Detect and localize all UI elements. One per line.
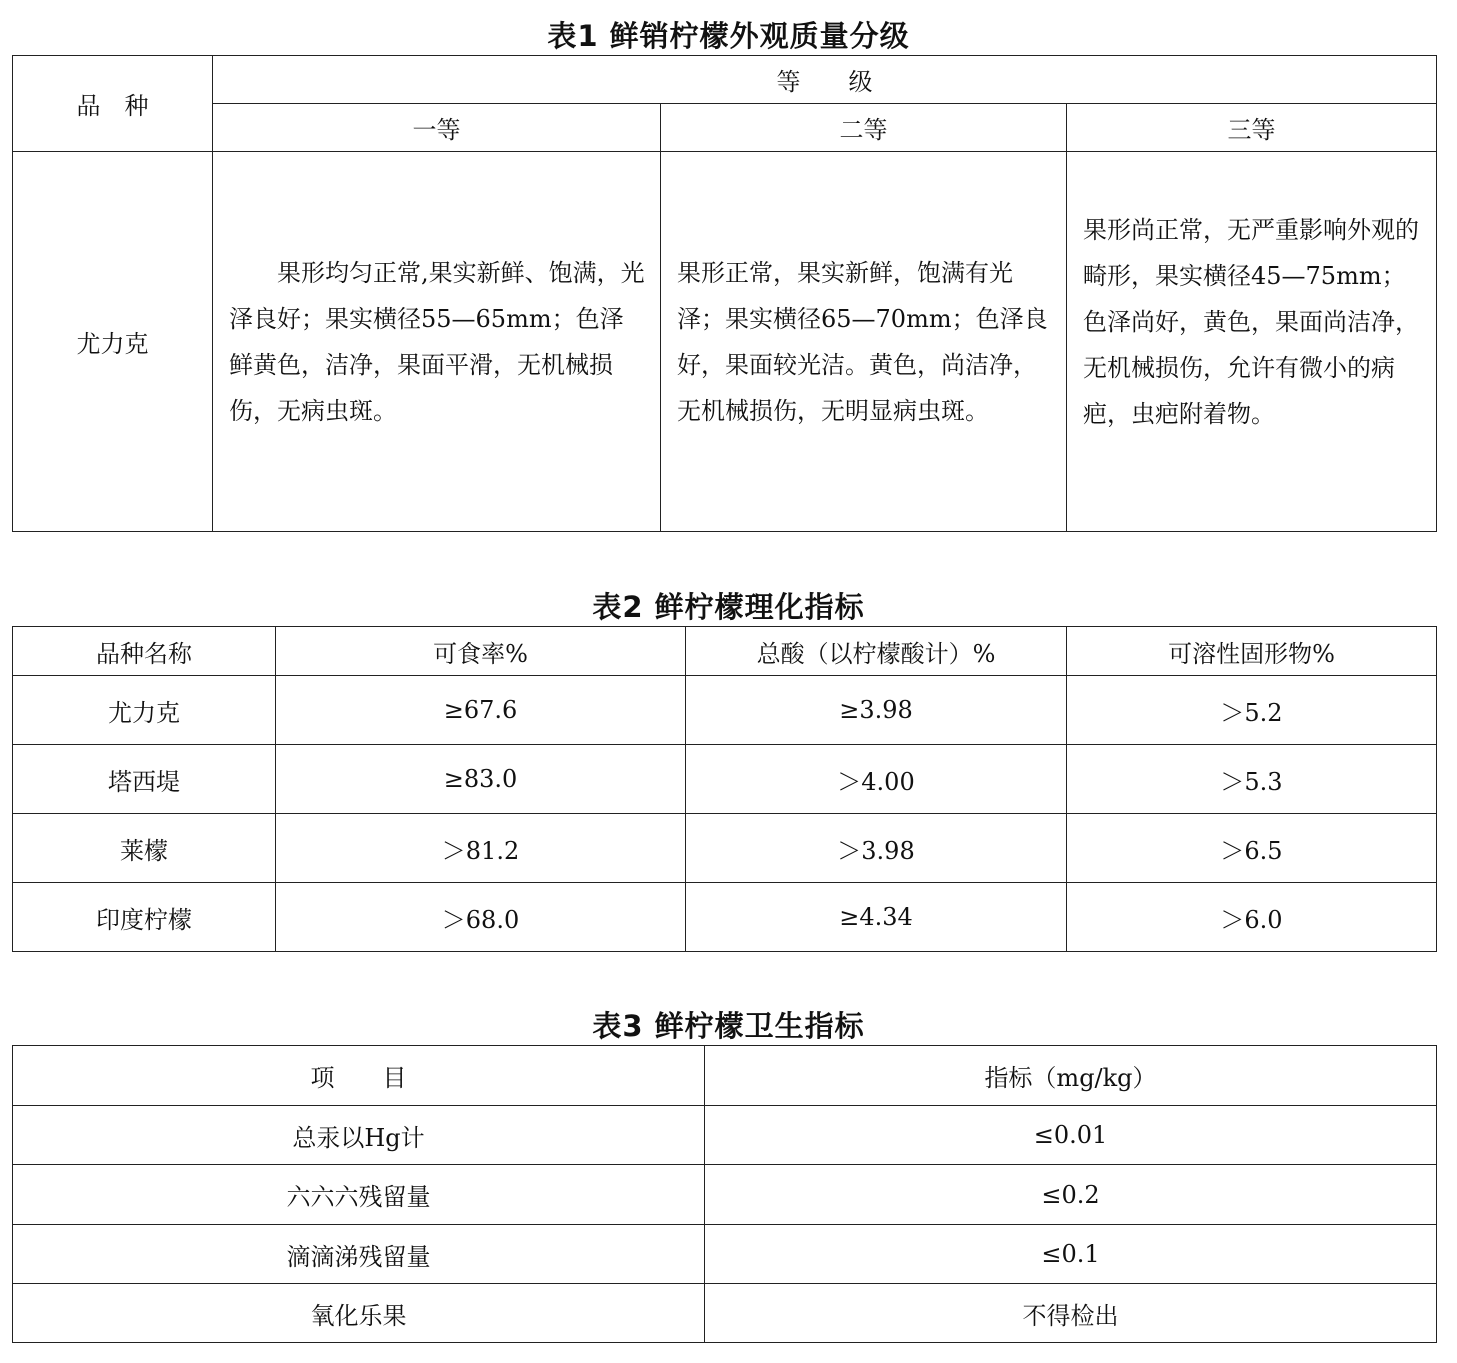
table2-cell: ≥83.0: [276, 745, 686, 814]
table3-cell: ≤0.1: [705, 1225, 1437, 1284]
table3-title: 表3 鲜柠檬卫生指标: [592, 1009, 865, 1043]
table2-title: 表2 鲜柠檬理化指标: [592, 590, 865, 624]
table3-cell: 总汞以Hg计: [13, 1106, 705, 1165]
table2-cell: ≥3.98: [686, 676, 1067, 745]
table-row: [13, 676, 1437, 745]
table2-cell: ≥67.6: [276, 676, 686, 745]
table1-header-grade-3: 三等: [1067, 104, 1437, 152]
table-row: [13, 745, 1437, 814]
table2-header-total-acid: 总酸（以柠檬酸计）%: [686, 627, 1067, 676]
table3-cell: ≤0.01: [705, 1106, 1437, 1165]
table2-cell: ≥4.34: [686, 883, 1067, 952]
table2-cell: ＞6.0: [1067, 883, 1437, 952]
table-row: [13, 152, 1437, 532]
table-row: [13, 1284, 1437, 1343]
table1-header-grade-2: 二等: [661, 104, 1067, 152]
table-row: [13, 1225, 1437, 1284]
table3-cell: 滴滴涕残留量: [13, 1225, 705, 1284]
table2-cell: ＞5.3: [1067, 745, 1437, 814]
table2-cell: ＞5.2: [1067, 676, 1437, 745]
table2-cell: ＞4.00: [686, 745, 1067, 814]
table1-title: 表1 鲜销柠檬外观质量分级: [547, 19, 910, 53]
table2-physicochemical: [12, 626, 1437, 952]
table2-header-edible-rate: 可食率%: [276, 627, 686, 676]
table2-cell: ＞6.5: [1067, 814, 1437, 883]
table2-cell: ＞81.2: [276, 814, 686, 883]
table-row: [13, 814, 1437, 883]
table1-header-variety: 品 种: [13, 56, 213, 152]
table3-hygiene: [12, 1045, 1437, 1343]
table1-variety-cell: 尤力克: [13, 152, 213, 532]
table2-cell: 尤力克: [13, 676, 276, 745]
table2-header-variety: 品种名称: [13, 627, 276, 676]
table2-cell: 塔西堤: [13, 745, 276, 814]
table2-cell: 莱檬: [13, 814, 276, 883]
table1-grade-3-desc: 果形尚正常，无严重影响外观的畸形，果实横径45—75mm；色泽尚好，黄色，果面尚洁净，无机械损伤，允许有微小的病疤，虫疤附着物。: [1067, 152, 1437, 532]
table1-grade-2-desc: 果形正常，果实新鲜，饱满有光泽；果实横径65—70mm；色泽良好，果面较光洁。黄色，尚洁净，无机械损伤，无明显病虫斑。: [661, 152, 1067, 532]
table2-cell: 印度柠檬: [13, 883, 276, 952]
table1-header-grade-1: 一等: [213, 104, 661, 152]
table2-cell: ＞3.98: [686, 814, 1067, 883]
table1-grade-1-desc: 果形均匀正常,果实新鲜、饱满，光泽良好；果实横径55—65mm；色泽鲜黄色，洁净，果面平滑，无机械损伤，无病虫斑。: [213, 152, 661, 532]
table-row: [13, 1165, 1437, 1225]
table-row: [13, 1106, 1437, 1165]
table3-header-limit: 指标（mg/kg）: [705, 1046, 1437, 1106]
table3-cell: 不得检出: [705, 1284, 1437, 1343]
table2-header-soluble-solids: 可溶性固形物%: [1067, 627, 1437, 676]
table1-header-grade: 等 级: [213, 56, 1437, 104]
table3-header-item: 项 目: [13, 1046, 705, 1106]
table3-cell: ≤0.2: [705, 1165, 1437, 1225]
table-row: [13, 883, 1437, 952]
table3-cell: 氧化乐果: [13, 1284, 705, 1343]
table3-cell: 六六六残留量: [13, 1165, 705, 1225]
table1-appearance-grading: [12, 55, 1437, 532]
table2-cell: ＞68.0: [276, 883, 686, 952]
